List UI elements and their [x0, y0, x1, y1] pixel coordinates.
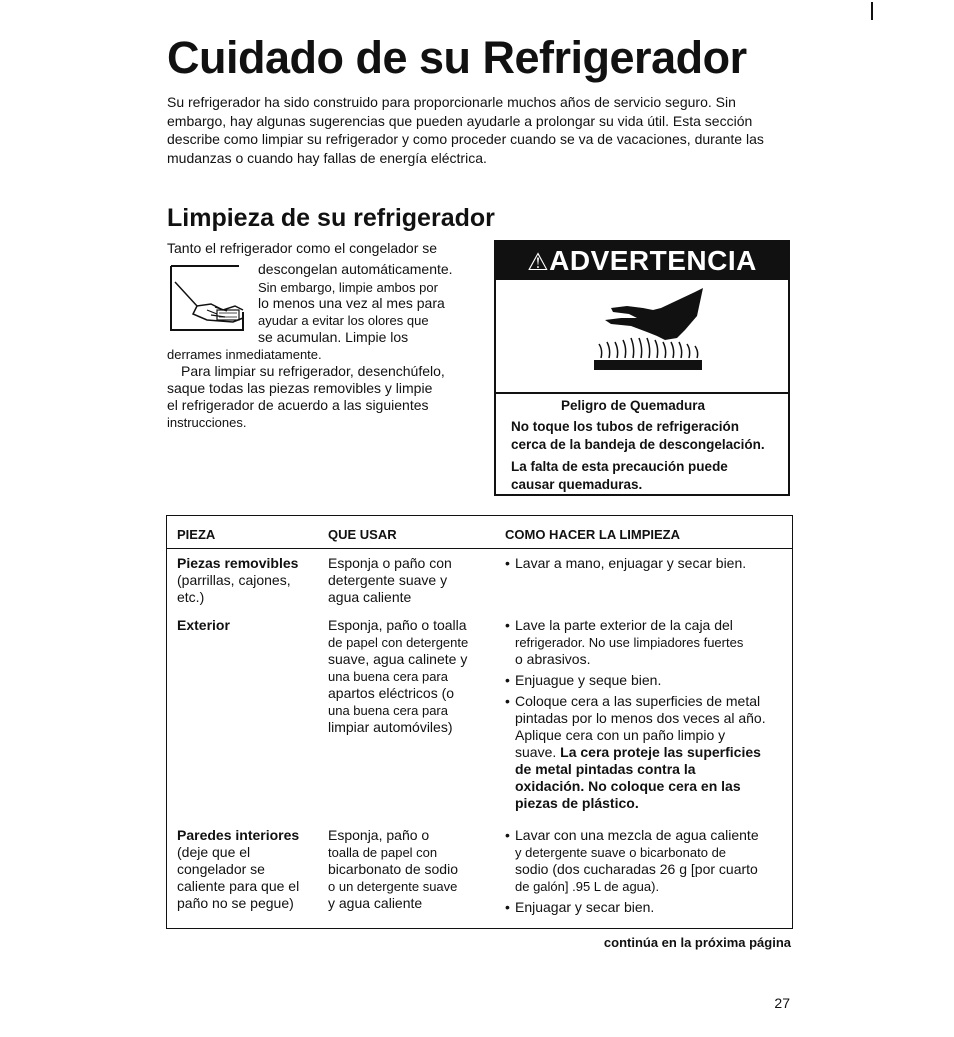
- use-line: de papel con detergente: [328, 635, 469, 650]
- part-name: Exterior: [177, 617, 230, 633]
- body-line: Tanto el refrigerador como el congelador se: [167, 240, 438, 256]
- step-line: • Enjuague y seque bien.: [515, 672, 662, 688]
- warning-divider: [496, 392, 788, 394]
- column-header-how: COMO HACER LA LIMPIEZA: [495, 516, 793, 549]
- step-line: de galón] .95 L de agua).: [515, 879, 660, 894]
- step-line: pintadas por lo menos dos veces al año.: [515, 710, 766, 726]
- warning-title: ADVERTENCIA: [549, 245, 757, 276]
- margin-mark: [871, 2, 873, 20]
- use-line: limpiar automóviles): [328, 719, 453, 735]
- section-title: Limpieza de su refrigerador: [167, 204, 495, 232]
- body-line: derrames inmediatamente.: [167, 347, 322, 362]
- part-cell: [167, 549, 319, 612]
- warning-hazard: Peligro de Quemadura: [561, 398, 706, 413]
- warning-line: causar quemaduras.: [511, 477, 643, 492]
- step-item: [505, 617, 792, 668]
- use-cell: [318, 821, 495, 929]
- table-header-row: [167, 516, 793, 549]
- use-line: agua caliente: [328, 589, 412, 605]
- step-emphasis: oxidación. No coloque cera en las: [515, 778, 741, 794]
- step-item: [505, 899, 792, 916]
- part-name: Paredes interiores: [177, 827, 300, 843]
- step-line: • Lavar con una mezcla de agua caliente: [515, 827, 759, 843]
- part-note: caliente para que el: [177, 878, 300, 894]
- step-line: • Coloque cera a las superficies de metal: [515, 693, 761, 709]
- step-line: refrigerador. No use limpiadores fuertes: [515, 635, 744, 650]
- use-line: apartos eléctricos (o: [328, 685, 455, 701]
- page-title: Cuidado de su Refrigerador: [167, 32, 747, 83]
- steps-cell: [495, 549, 793, 612]
- steps-list: [505, 555, 792, 572]
- part-note: (deje que el: [177, 844, 251, 860]
- warning-box: [494, 240, 790, 496]
- step-line: • Enjuagar y secar bien.: [515, 899, 655, 915]
- body-line: saque todas las piezas removibles y limpie: [167, 380, 433, 396]
- step-emphasis: La cera proteje las superficies: [560, 744, 761, 760]
- step-text: suave.: [515, 744, 557, 760]
- step-item: [505, 693, 792, 812]
- steps-list: [505, 827, 792, 916]
- step-item: [505, 827, 792, 895]
- step-line: • Lave la parte exterior de la caja del: [515, 617, 733, 633]
- step-item: [505, 672, 792, 689]
- part-note: etc.): [177, 589, 205, 605]
- table-row: [167, 611, 793, 821]
- use-cell: [318, 549, 495, 612]
- use-line: detergente suave y: [328, 572, 448, 588]
- body-line: Para limpiar su refrigerador, desenchúfelo,: [181, 363, 445, 379]
- steps-cell: [495, 821, 793, 929]
- body-line: Sin embargo, limpie ambos por: [258, 280, 438, 295]
- warning-line: cerca de la bandeja de descongelación.: [511, 437, 765, 452]
- step-line: sodio (dos cucharadas 26 g [por cuarto: [515, 861, 758, 877]
- warning-line: No toque los tubos de refrigeración: [511, 419, 740, 434]
- hand-wiping-icon: [167, 260, 245, 332]
- use-line: o un detergente suave: [328, 879, 458, 894]
- use-line: Esponja, paño o: [328, 827, 430, 843]
- use-line: una buena cera para: [328, 703, 448, 718]
- step-line: • Lavar a mano, enjuagar y secar bien.: [515, 555, 747, 571]
- part-note: paño no se pegue): [177, 895, 294, 911]
- cleaning-table: [166, 515, 793, 929]
- step-item: [505, 555, 792, 572]
- step-emphasis: de metal pintadas contra la: [515, 761, 696, 777]
- intro-paragraph: Su refrigerador ha sido construido para proporcionarle muchos años de servicio seguro. Sin embargo, hay algunas sugerencias que pueden ayudarle a prolongar su vida útil. Esta sección describe como limpiar su refrigerador y como proceder cuando se va de vacaciones, durante las mudanzas o cuando hay fallas de energía eléctrica.: [167, 94, 764, 166]
- step-line-mixed: [515, 744, 792, 761]
- use-line: suave, agua calinete y: [328, 651, 468, 667]
- use-line: una buena cera para: [328, 669, 448, 684]
- part-cell: [167, 611, 319, 821]
- body-line: instrucciones.: [167, 415, 247, 430]
- steps-cell: [495, 611, 793, 821]
- warning-line: La falta de esta precaución puede: [511, 459, 728, 474]
- part-note: (parrillas, cajones,: [177, 572, 291, 588]
- use-cell: [318, 611, 495, 821]
- column-header-use: QUE USAR: [318, 516, 495, 549]
- use-line: toalla de papel con: [328, 845, 438, 860]
- page-number: 27: [774, 995, 790, 1011]
- use-line: Esponja, paño o toalla: [328, 617, 467, 633]
- body-line: lo menos una vez al mes para: [258, 295, 445, 311]
- part-cell: [167, 821, 319, 929]
- part-name: Piezas removibles: [177, 555, 299, 571]
- use-line: Esponja o paño con: [328, 555, 452, 571]
- warning-triangle-icon: ⚠: [527, 249, 550, 276]
- column-header-part: PIEZA: [167, 516, 319, 549]
- step-emphasis: piezas de plástico.: [515, 795, 639, 811]
- body-line: el refrigerador de acuerdo a las siguientes: [167, 397, 429, 413]
- steps-list: [505, 617, 792, 812]
- body-line: ayudar a evitar los olores que: [258, 313, 429, 328]
- hot-surface-hand-icon: [591, 286, 706, 372]
- table-row: [167, 821, 793, 929]
- warning-header: [496, 242, 788, 280]
- part-note: congelador se: [177, 861, 265, 877]
- use-line: bicarbonato de sodio: [328, 861, 458, 877]
- use-line: y agua caliente: [328, 895, 423, 911]
- step-line: o abrasivos.: [515, 651, 591, 667]
- body-line: descongelan automáticamente.: [258, 261, 453, 277]
- body-line: se acumulan. Limpie los: [258, 329, 409, 345]
- continued-note: continúa en la próxima página: [603, 935, 791, 950]
- step-line: Aplique cera con un paño limpio y: [515, 727, 726, 743]
- step-line: y detergente suave o bicarbonato de: [515, 845, 727, 860]
- table-row: [167, 549, 793, 612]
